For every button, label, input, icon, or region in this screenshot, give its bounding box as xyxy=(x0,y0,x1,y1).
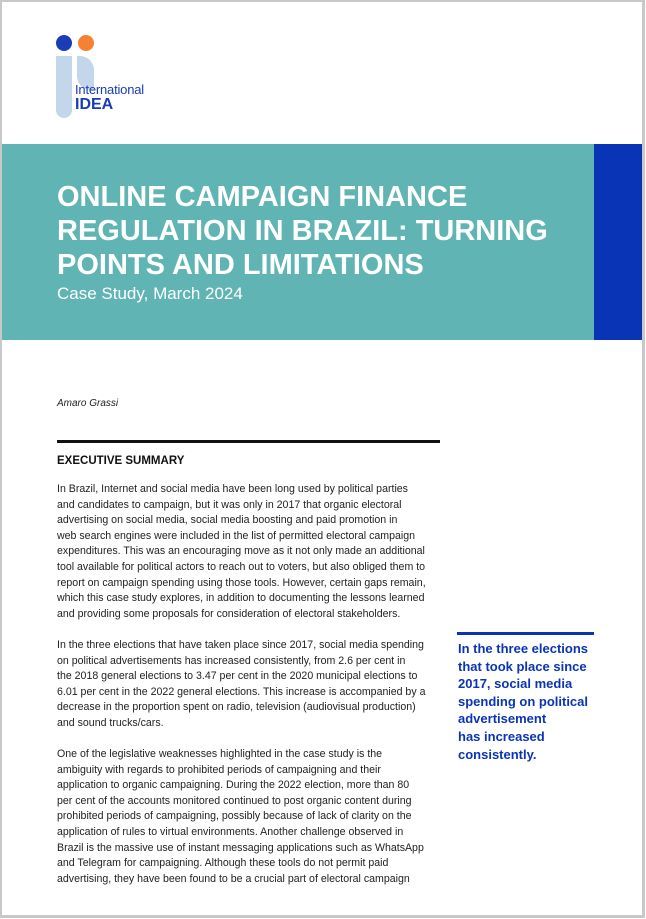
paragraph xyxy=(57,747,449,887)
text-line: on political advertisements has increased consistently, from 2.6 per cent in xyxy=(57,654,406,667)
text-line: advertising on social media, social media boosting and paid promotion in xyxy=(57,514,398,527)
text-line: expenditures. This was an encouraging move as it not only made an additional xyxy=(57,545,425,558)
text-line: and providing some proposals for consideration of electoral stakeholders. xyxy=(57,607,401,620)
text-line: report on campaign spending using those tools. However, certain gaps remain, xyxy=(57,576,426,589)
pull-quote-line: advertisement xyxy=(458,711,547,727)
text-line: decrease in the proportion spent on radio, television (audiovisual production) xyxy=(57,701,416,714)
banner-accent-bar xyxy=(594,144,642,340)
pull-quote-line: spending on political xyxy=(458,693,588,709)
text-line: and sound trucks/cars. xyxy=(57,716,164,729)
text-line: tool available for political actors to reach out to voters, but also obliged them to xyxy=(57,560,426,573)
pull-quote-line: that took place since xyxy=(458,658,587,674)
text-line: web search engines were included in the list of permitted electoral campaign xyxy=(57,529,416,542)
pull-quote-line: has increased xyxy=(458,728,545,744)
logo-text-idea: IDEA xyxy=(75,96,114,113)
text-line: In the three elections that have taken place since 2017, social media spending xyxy=(57,638,424,651)
text-line: ambiguity with regards to prohibited periods of campaigning and their xyxy=(57,763,381,776)
text-line: which this case study explores, in addition to documenting the lessons learned xyxy=(57,592,425,605)
logo-orange-dot xyxy=(78,35,94,51)
text-line: 6.01 per cent in the 2022 general elections. This increase is accompanied by a xyxy=(57,685,426,698)
text-line: and candidates to campaign, but it was only in 2017 that organic electoral xyxy=(57,498,402,511)
logo-text-international: International xyxy=(75,82,144,97)
text-line: application of rules to virtual environments. Another challenge observed in xyxy=(57,826,404,839)
text-line: Brazil is the massive use of instant messaging applications such as WhatsApp xyxy=(57,841,424,854)
author: Amaro Grassi xyxy=(57,398,119,409)
document-title: ONLINE CAMPAIGN FINANCE REGULATION IN BRAZIL: TURNING POINTS AND LIMITATIONS xyxy=(57,181,548,281)
text-line: application to organic campaigning. During the 2022 election, more than 80 xyxy=(57,779,410,792)
pull-quote-line: 2017, social media xyxy=(458,676,573,692)
logo-blue-dot xyxy=(56,35,72,51)
text-line: prohibited periods of campaigning, possibly because of lack of clarity on the xyxy=(57,810,412,823)
pull-quote-line: In the three elections xyxy=(458,641,589,656)
pull-quote-rule xyxy=(457,632,594,635)
paragraph xyxy=(57,482,449,622)
section-rule xyxy=(57,440,440,443)
text-line: the 2018 general elections to 3.47 per cent in the 2020 municipal elections to xyxy=(57,670,418,683)
text-line: One of the legislative weaknesses highlighted in the case study is the xyxy=(57,748,383,761)
pull-quote-line: consistently. xyxy=(458,746,537,762)
paragraph xyxy=(57,638,449,732)
text-line: and Telegram for campaigning. Although these tools do not permit paid xyxy=(57,857,389,870)
logo-stem xyxy=(56,56,72,118)
text-line: advertising, they have been found to be a crucial part of electoral campaign xyxy=(57,872,410,885)
body-text xyxy=(57,482,449,903)
text-line: per cent of the accounts monitored continued to post organic content during xyxy=(57,794,412,807)
pull-quote xyxy=(458,640,608,763)
section-heading: EXECUTIVE SUMMARY xyxy=(57,455,185,467)
document-subtitle: Case Study, March 2024 xyxy=(57,284,243,303)
international-idea-logo xyxy=(54,34,164,118)
text-line: In Brazil, Internet and social media have been long used by political parties xyxy=(57,483,408,495)
